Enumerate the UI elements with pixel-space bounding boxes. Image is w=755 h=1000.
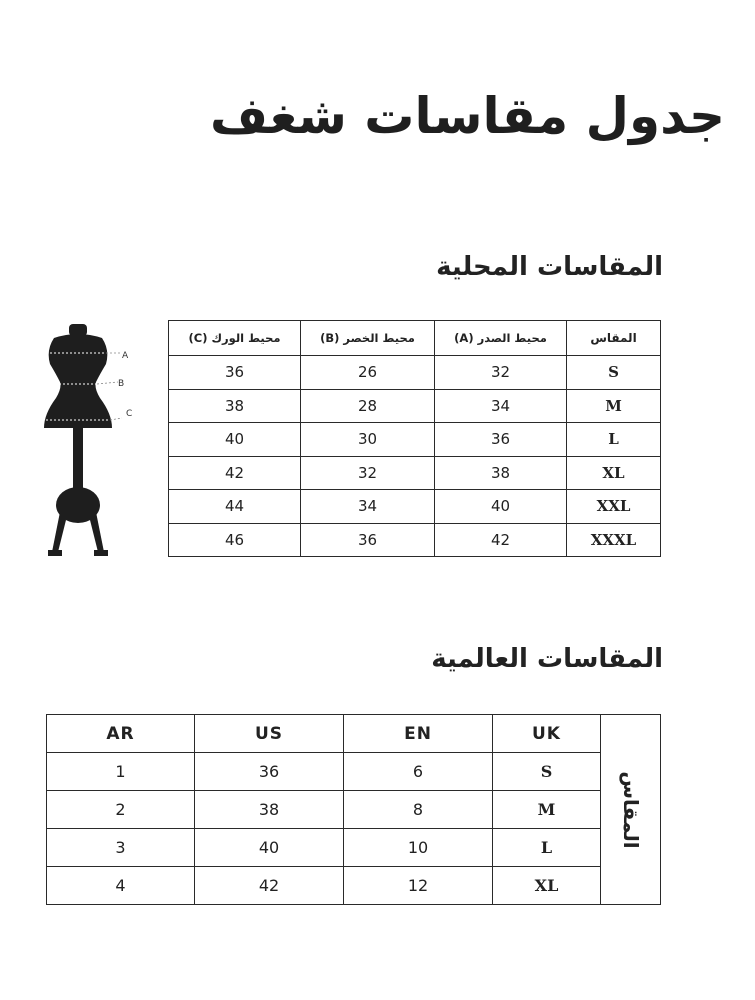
bust-cell: 40: [435, 490, 567, 524]
uk-cell: L: [493, 829, 601, 867]
bust-cell: 42: [435, 523, 567, 557]
us-cell: 38: [195, 791, 344, 829]
header-us: US: [195, 715, 344, 753]
bust-cell: 34: [435, 389, 567, 423]
waist-cell: 26: [301, 356, 435, 390]
size-cell: XL: [567, 456, 661, 490]
ar-cell: 1: [47, 753, 195, 791]
header-hip: محيط الورك (C): [169, 321, 301, 356]
bust-cell: 38: [435, 456, 567, 490]
waist-cell: 30: [301, 423, 435, 457]
uk-cell: S: [493, 753, 601, 791]
table-row: [47, 753, 661, 791]
bust-cell: 32: [435, 356, 567, 390]
waist-cell: 28: [301, 389, 435, 423]
waist-cell: 32: [301, 456, 435, 490]
table-header-row: [47, 715, 661, 753]
table-row: [47, 867, 661, 905]
table-row: [47, 829, 661, 867]
table-row: [47, 791, 661, 829]
uk-cell: XL: [493, 867, 601, 905]
table-row: [169, 490, 661, 524]
header-waist: محيط الخصر (B): [301, 321, 435, 356]
size-cell: XXL: [567, 490, 661, 524]
en-cell: 10: [344, 829, 493, 867]
header-ar: AR: [47, 715, 195, 753]
mannequin-label-b: B: [118, 379, 125, 389]
header-en: EN: [344, 715, 493, 753]
page-title: جدول مقاسات شغف: [209, 87, 725, 145]
table-row: [169, 356, 661, 390]
us-cell: 36: [195, 753, 344, 791]
table-header-row: [169, 321, 661, 356]
hip-cell: 38: [169, 389, 301, 423]
us-cell: 42: [195, 867, 344, 905]
us-cell: 40: [195, 829, 344, 867]
mannequin-label-c: C: [126, 409, 133, 419]
size-side-label: المقاس: [618, 770, 643, 849]
header-uk: UK: [493, 715, 601, 753]
hip-cell: 46: [169, 523, 301, 557]
table-row: [169, 423, 661, 457]
waist-cell: 36: [301, 523, 435, 557]
en-cell: 12: [344, 867, 493, 905]
size-side-label-cell: [601, 715, 661, 905]
hip-cell: 40: [169, 423, 301, 457]
hip-cell: 44: [169, 490, 301, 524]
hip-cell: 42: [169, 456, 301, 490]
mannequin-label-a: A: [122, 351, 129, 361]
bust-cell: 36: [435, 423, 567, 457]
size-cell: XXXL: [567, 523, 661, 557]
header-bust: محيط الصدر (A): [435, 321, 567, 356]
local-sizes-table: [168, 320, 661, 557]
ar-cell: 2: [47, 791, 195, 829]
waist-cell: 34: [301, 490, 435, 524]
size-cell: L: [567, 423, 661, 457]
table-row: [169, 389, 661, 423]
global-sizes-title: المقاسات العالمية: [431, 644, 663, 674]
header-size: المقاس: [567, 321, 661, 356]
size-cell: M: [567, 389, 661, 423]
table-row: [169, 456, 661, 490]
table-row: [169, 523, 661, 557]
uk-cell: M: [493, 791, 601, 829]
en-cell: 8: [344, 791, 493, 829]
hip-cell: 36: [169, 356, 301, 390]
size-cell: S: [567, 356, 661, 390]
ar-cell: 4: [47, 867, 195, 905]
global-sizes-table: [46, 714, 661, 905]
en-cell: 6: [344, 753, 493, 791]
ar-cell: 3: [47, 829, 195, 867]
local-sizes-title: المقاسات المحلية: [436, 252, 663, 282]
dress-form-icon: [40, 320, 145, 570]
